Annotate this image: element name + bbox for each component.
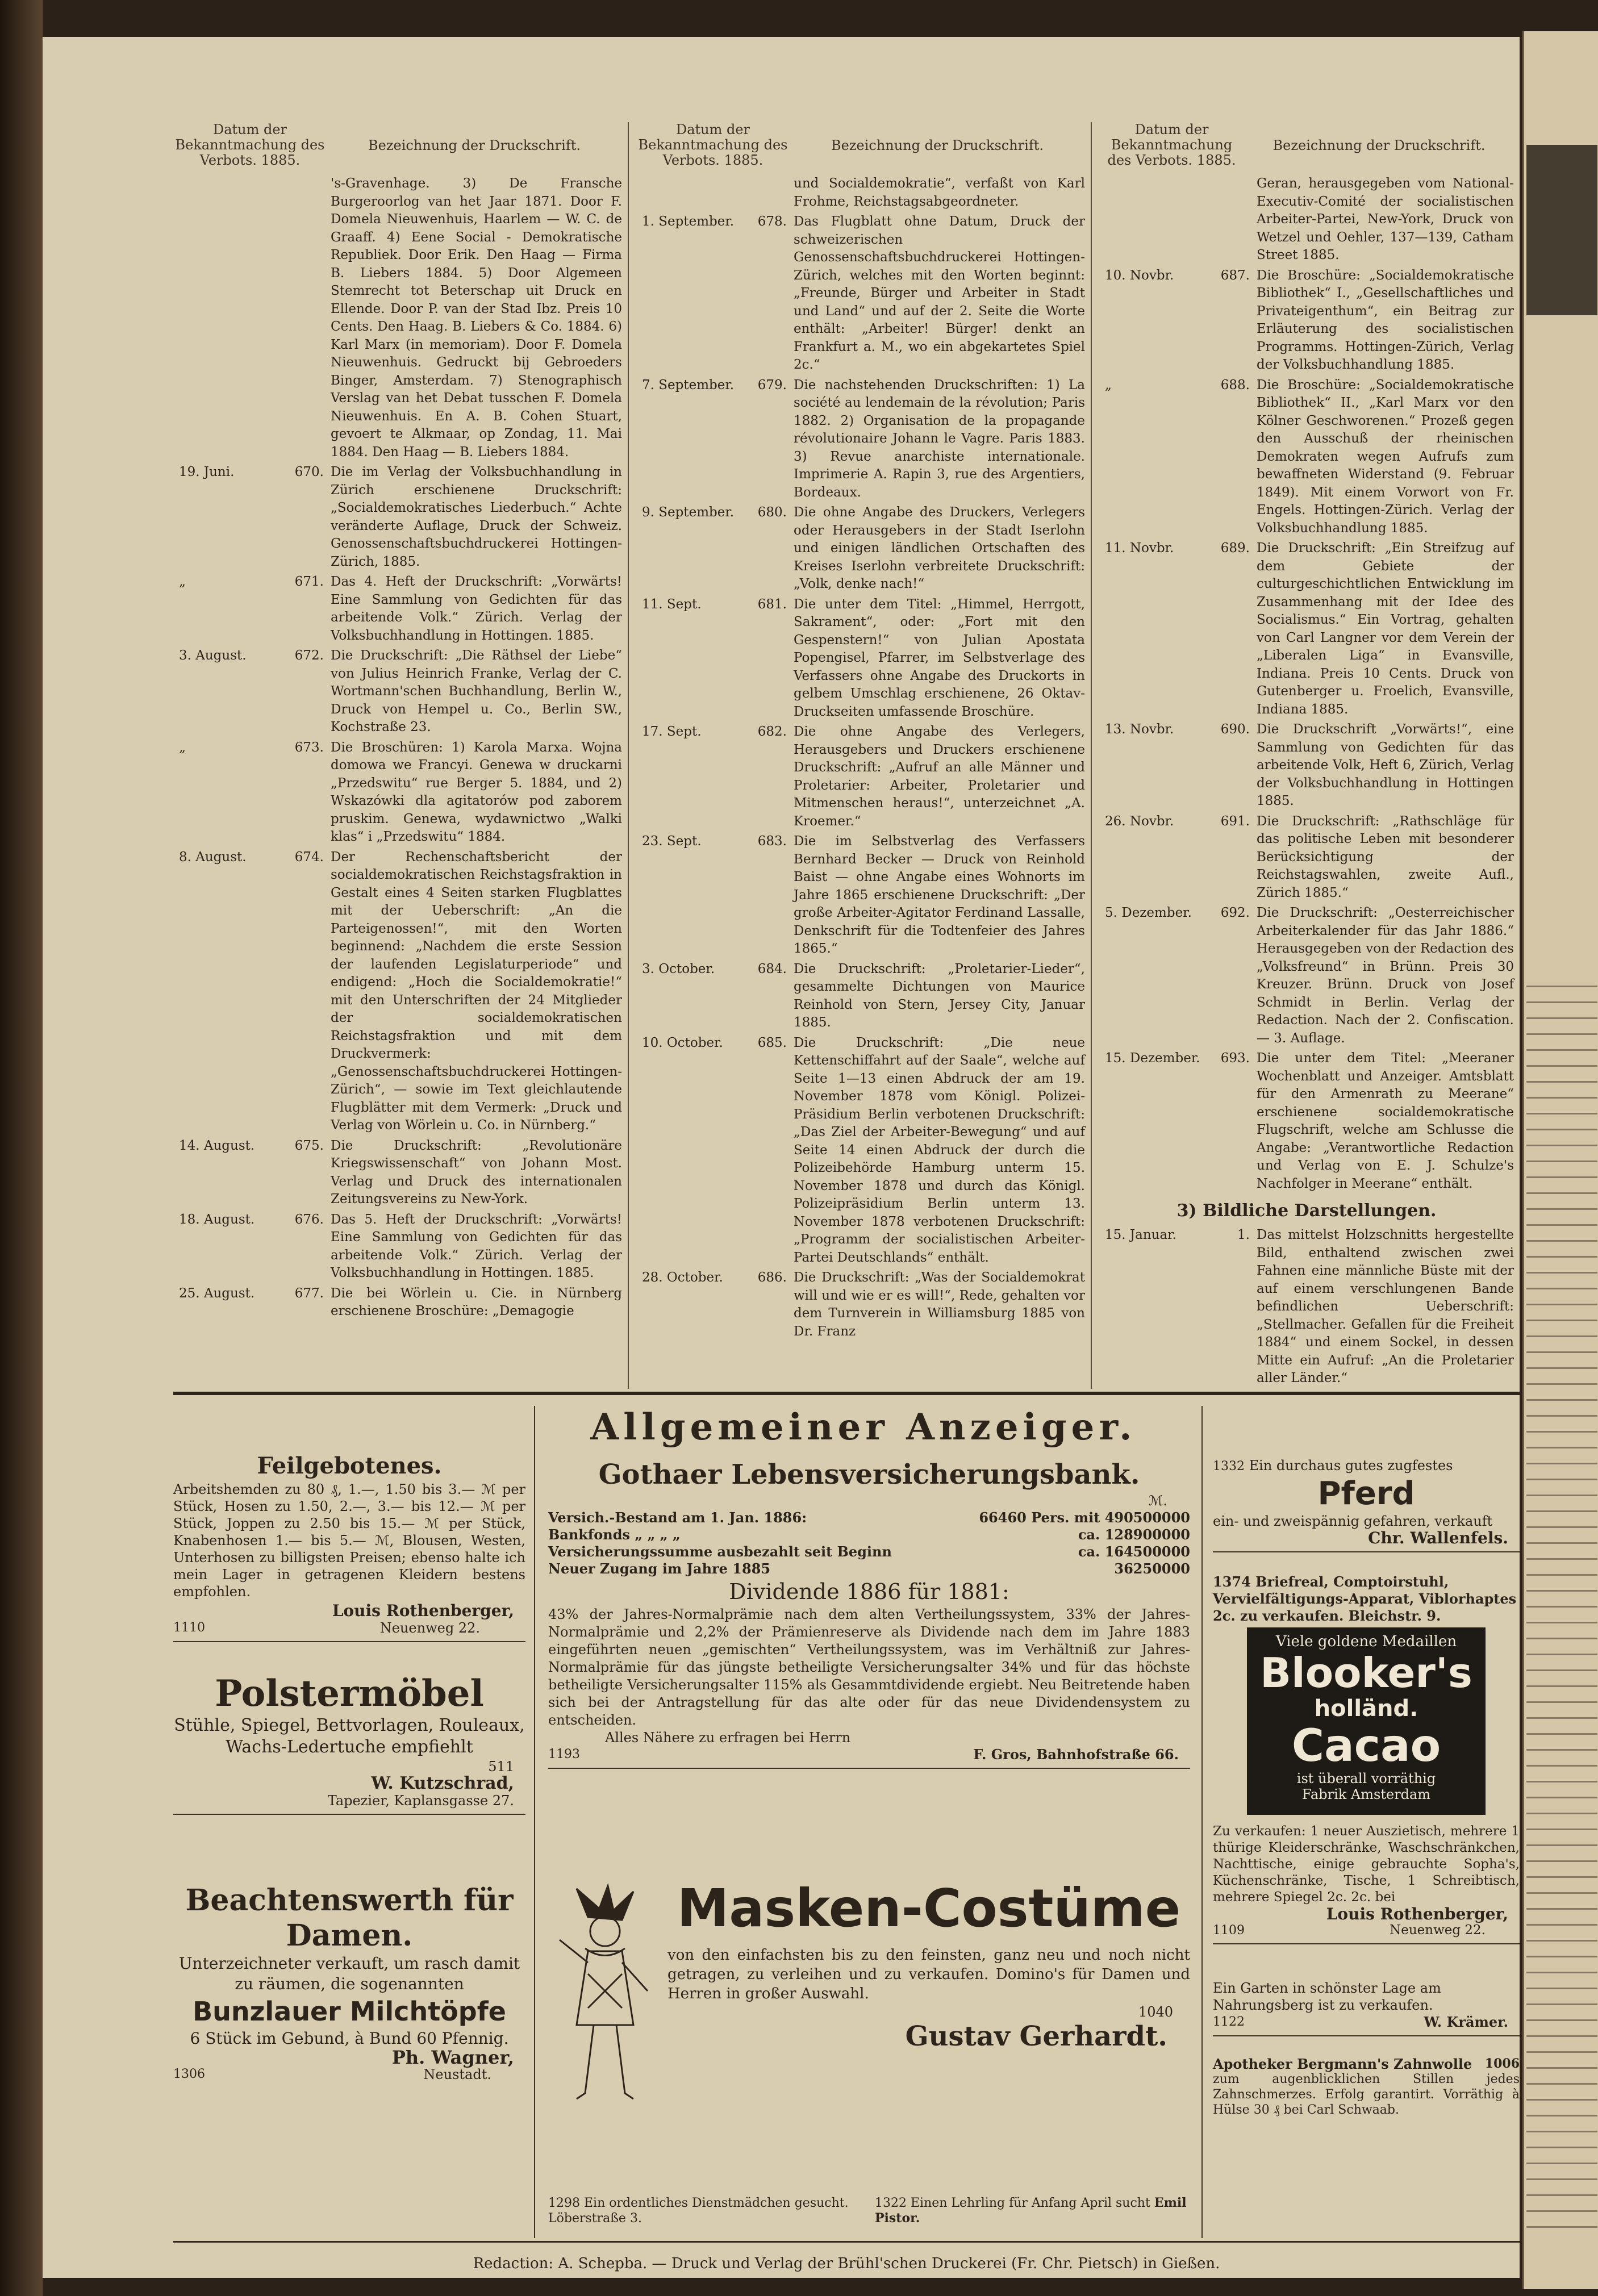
entry-text: Die Druckschrift „Vorwärts!“, eine Sammlung von Gedichten für das arbeitende Volk, Heft 6, Zürich, Verlag der Volksbuchhandlung in Hottingen 1885. <box>1257 722 1514 808</box>
ad-body: Unterzeichneter verkauft, um rasch damit zu räumen, die sogenannten <box>178 1954 520 1993</box>
entry <box>636 213 1085 374</box>
ad-details: 6 Stück im Gebund, à Bund 60 Pfennig. <box>190 2029 509 2048</box>
entry <box>636 833 1085 958</box>
entry-date: 15. Januar. <box>1105 1228 1176 1242</box>
entry-text: Die Broschüren: 1) Karola Marxa. Wojna domowa we Francyi. Genewa w druckarni „Przedswitu“ rue Berger 5. 1884, und 2) Wskazówki dla agitatorów pod zaborem pruskim. Genewa, wydawnictwo „Walki klas“ i „Przedswitu“ 1884. <box>331 740 622 844</box>
jester-illustration-icon <box>554 1883 656 2105</box>
gotha-row <box>548 1509 1190 1526</box>
ad-pferd <box>1213 1457 1520 1557</box>
entry-date: „ <box>1105 377 1112 393</box>
entry-number: 678. <box>757 214 787 229</box>
entry-number: 676. <box>294 1212 324 1227</box>
ad-divider <box>1201 1406 1203 2238</box>
ad-body: zum augenblicklichen Stillen jedes Zahnschmerzes. Erfolg garantirt. Vorräthig à Hülse 30 ₰ bei Carl Schwaab. <box>1213 2072 1520 2117</box>
ad-body: ein- und zweispännig gefahren, verkauft <box>1213 1513 1493 1529</box>
facing-page-masthead-icon <box>1526 145 1597 315</box>
availability-line: ist überall vorräthig <box>1296 1771 1436 1786</box>
entry-date: 19. Juni. <box>179 465 235 479</box>
gotha-row-label: Bankfonds „ „ „ „ <box>548 1526 681 1543</box>
ad-product: Bunzlauer Milchtöpfe <box>193 1996 506 2027</box>
ad-lehrling <box>875 2195 1190 2226</box>
gotha-row <box>548 1526 1190 1543</box>
header-description: Bezeichnung der Druckschrift. <box>368 137 581 153</box>
dividend-title: Dividende 1886 für 1881: <box>729 1579 1009 1604</box>
ad-signer: Chr. Wallenfels. <box>1368 1529 1508 1547</box>
ad-body: von den einfachsten bis zu den feinsten, ganz neu und noch nicht getragen, zu verleihen und zu verkaufen. Domino's für Damen und Herren in großer Auswahl. <box>667 1947 1190 2002</box>
entry <box>173 573 622 645</box>
ad-title: Polstermöbel <box>215 1672 484 1715</box>
bottom-rule <box>173 2241 1520 2243</box>
ad-body: Briefreal, Comptoirstuhl, Vervielfältigungs-Apparat, Viblorhaptes 2c. zu verkaufen. Bleichstr. 9. <box>1213 1573 1517 1624</box>
facing-page-text-lines-icon <box>1526 986 1597 2235</box>
ad-damen <box>173 1883 525 2083</box>
entry-text: Das mittelst Holzschnitts hergestellte Bild, enthaltend zwischen zwei Fahnen eine männliche Büste mit der auf einem verschlungenen Bande befindlichen Ueberschrift: „Stellmacher. Gefallen für die Freiheit 1884“ und einem Sockel, in dessen Mitte ein Aufruf: „An die Proletarier aller Länder.“ <box>1257 1228 1514 1385</box>
ad-signer: Louis Rothenberger, <box>332 1601 514 1620</box>
blooker-cacao-ad <box>1247 1627 1486 1815</box>
entry-text: Die Broschüre: „Socialdemokratische Bibliothek“ II., „Karl Marx vor den Kölner Geschworenen.“ Prozeß gegen den Ausschuß der rheinischen Demokraten wegen Aufrufs zum bewaffneten Widerstand (9. Februar 1849). Mit einem Vorwort von Fr. Engels. Hottingen-Zürich. Verlag der Volksbuchhandlung 1885. <box>1257 377 1514 536</box>
entry-date: 15. Dezember. <box>1105 1051 1200 1066</box>
entry-text: Die Druckschrift: „Die neue Kettenschiffahrt auf der Saale“, welche auf Seite 1—13 einen Abdruck der am 19. November 1878 vom Königl. Polizei-Präsidium Berlin verbotenen Druckschrift: „Das Ziel der Arbeiter-Bewegung“ und auf Seite 14 einen Abdruck der durch die Polizeibehörde Hamburg unterm 15. November 1878 und durch das Königl. Polizeipräsidium Berlin unterm 13. November 1878 verbotenen Druckschrift: „Programm der socialistischen Arbeiter-Partei Deutschlands“ enthält. <box>794 1035 1085 1265</box>
ad-address: Neuenweg 22. <box>379 1620 480 1636</box>
gotha-row-label: Neuer Zugang im Jahre 1885 <box>548 1560 771 1577</box>
entry-text: und Socialdemokratie“, verfaßt von Karl Frohme, Reichstagsabgeordneter. <box>794 176 1085 209</box>
entry-text: Die unter dem Titel: „Meeraner Wochenblatt und Anzeiger. Amtsblatt für den Armenrath zu Meerane“ erschienene socialdemokratische Flugschrift, welche am Schlusse die Angabe: „Verantwortliche Redaction und Verlag von E. J. Schulze's Nachfolger in Meerane“ enthält. <box>1257 1051 1514 1191</box>
entry <box>636 1269 1085 1341</box>
currency-unit: ℳ. <box>1148 1493 1167 1509</box>
entry-text: Die unter dem Titel: „Himmel, Herrgott, Sakrament“, oder: „Fort mit den Gespenstern!“ von Julian Apostata Popengisel, Pfarrer, im Selbstverlage des Verfassers ohne Angabe des Druckorts in gelbem Umschlag erschienene, 26 Oktav-Druckseiten umfassende Broschüre. <box>794 596 1085 719</box>
ad-briefreal <box>1213 1573 1520 1625</box>
entry-date: 11. Sept. <box>642 596 702 612</box>
entry-number: 681. <box>757 596 787 612</box>
entry <box>173 849 622 1135</box>
ad-feilgebotenes <box>173 1451 525 1647</box>
factory-line: Fabrik Amsterdam <box>1301 1786 1431 1802</box>
entry-text: Die ohne Angabe des Druckers, Verlegers oder Herausgebers in der Stadt Iserlohn und einigen ländlichen Ortschaften des Kreises Iserlohn verbreitete Druckschrift: „Volk, denke nach!“ <box>794 505 1085 591</box>
column-divider <box>1091 122 1092 1389</box>
entry <box>636 596 1085 721</box>
entry-date: 3. August. <box>179 648 247 663</box>
entry-date: 28. October. <box>642 1270 723 1285</box>
entry-text: Die Druckschrift: „Rathschläge für das politische Leben mit besonderer Berücksichtigung der Reichstagswahlen, zweite Aufl., Zürich 1885.“ <box>1257 813 1514 900</box>
entry-text: 's-Gravenhage. 3) De Fransche Burgeroorlog van het Jaar 1871. Door F. Domela Nieuwenhuis, Haarlem — W. C. de Graaff. 4) Eene Social - Demokratische Republiek. Door Erik. Den Haag — Firma B. Liebers 1884. 5) Door Algemeen Stemrecht tot Beterschap uit Druck en Ellende. Door P. van der Stad Ibz. Preis 10 Cents. Den Haag. B. Liebers & Co. 1884. 6) Karl Marx (in memoriam). Door F. Domela Nieuwenhuis. Gedruckt bij Gebroeders Binger, Amsterdam. 7) Stenographisch Verslag van het Debat tusschen F. Domela Nieuwenhuis. En A. B. Cohen Stuart, gevoert te Alkmaar, op Zondag, 11. Mai 1884. Den Haag — B. Liebers 1884. <box>331 176 622 460</box>
gotha-row <box>548 1560 1190 1577</box>
entry <box>1099 175 1514 265</box>
newspaper-page <box>43 37 1520 2278</box>
entry <box>1099 1226 1514 1388</box>
entry <box>636 723 1085 830</box>
ad-gotha <box>548 1457 1190 1773</box>
entry <box>1099 267 1514 374</box>
ad-signer: Gustav Gerhardt. <box>905 2021 1167 2052</box>
entry <box>1099 540 1514 719</box>
entry <box>173 647 622 737</box>
entry-date <box>173 175 284 461</box>
header-date: Datum der Bekanntmachung des Verbots. 1885. <box>1107 122 1236 168</box>
gotha-row-value: 66460 Pers. mit 490500000 <box>979 1509 1190 1526</box>
entry-date: 8. August. <box>179 849 247 865</box>
entry-number: 686. <box>757 1270 787 1285</box>
entry-number: 691. <box>1220 813 1250 829</box>
header-description: Bezeichnung der Druckschrift. <box>831 137 1044 153</box>
entry-number: 688. <box>1220 377 1250 393</box>
entry-date <box>636 175 747 211</box>
ad-address: Neuenweg 22. <box>1390 1923 1486 1938</box>
ad-number: 1374 <box>1213 1573 1251 1590</box>
ad-signer: Louis Rothenberger, <box>1326 1905 1508 1923</box>
entry-date: 18. August. <box>179 1212 255 1227</box>
ad-divider-line <box>1213 1943 1520 1944</box>
entry-text: Die ohne Angabe des Verlegers, Herausgebers und Druckers erschienene Druckschrift: „Aufruf an alle Männer und Proletarier: Arbeiter, Proletarier und Mitmenschen heraus!“, unterzeichnet „A. Kroemer.“ <box>794 724 1085 829</box>
brand-sub: holländ. <box>1314 1696 1418 1722</box>
entry-date: 7. September. <box>642 377 735 393</box>
entry-text: Die Broschüre: „Socialdemokratische Bibliothek“ I., „Gesellschaftliches und Privateigenthum“, ein Beitrag zur Erläuterung des socialistischen Programms. Hottingen-Zürich, Verlag der Volksbuchhandlung 1885. <box>1257 268 1514 372</box>
entry-date: 13. Novbr. <box>1105 722 1174 737</box>
ad-divider-line <box>173 1641 525 1642</box>
ad-number: 1322 <box>875 2196 907 2210</box>
gotha-row-label: Versich.-Bestand am 1. Jan. 1886: <box>548 1509 807 1526</box>
header-date: Datum der Bekanntmachung des Verbots. 1885. <box>638 122 788 168</box>
ad-number: 1306 <box>173 2067 205 2081</box>
ad-dienstmaedchen <box>548 2195 866 2226</box>
entry-date: 1. September. <box>642 214 735 229</box>
ad-polstermoebel <box>173 1673 525 1819</box>
medals-line: Viele goldene Medaillen <box>1275 1633 1457 1650</box>
ad-signer: F. Gros, Bahnhofstraße 66. <box>973 1746 1179 1763</box>
entry-date: 11. Novbr. <box>1105 541 1174 556</box>
entry-number: 683. <box>757 834 787 849</box>
entry-text: Die Druckschrift: „Was der Socialdemokrat will und wie er es will!“, Rede, gehalten vor dem Turnverein in Williamsburg 1885 von Dr. Franz <box>794 1270 1085 1339</box>
ad-body: Ein Garten in schönster Lage am Nahrungsberg ist zu verkaufen. <box>1213 1980 1441 2013</box>
entry-date: „ <box>179 740 186 755</box>
ad-signer: W. Krämer. <box>1424 2014 1508 2030</box>
column-2 <box>636 122 1085 1343</box>
entry <box>636 1034 1085 1267</box>
dividend-text: 43% der Jahres-Normalprämie nach dem alten Vertheilungssystem, 33% der Jahres-Normalprämie und 2,2% der Prämienreserve als Dividende nach dem im Jahre 1883 eingeführten neuen „gemischten“ Vertheilungssystem, was im Verhältniß zur Jahres-Normalprämie für das jüngste betheiligte Versicherungsalter 34% und für das höchste betheiligte Versicherungsalter 115% als Gesammtdividende ergiebt. Neu Beitretende haben sich bei der Antragstellung für das alte oder für das neue Dividendensystem zu entscheiden. <box>548 1606 1190 1728</box>
ad-number: 1040 <box>1138 2004 1173 2020</box>
entry-date: 25. August. <box>179 1285 255 1301</box>
gotha-row-value: 36250000 <box>1114 1560 1190 1577</box>
entry <box>173 1211 622 1283</box>
entry-number: 670. <box>294 465 324 479</box>
entry-text: Das 5. Heft der Druckschrift: „Vorwärts! Eine Sammlung von Gedichten für das arbeitende Volk.“ Zürich. Verlag der Volksbuchhandlung in Hottingen. 1885. <box>331 1212 622 1280</box>
entry-text: Geran, herausgegeben vom National-Executiv-Comité der socialistischen Arbeiter-Partei, New-York, Druck von Wetzel und Oehler, 137—139, Catham Street 1885. <box>1257 176 1514 262</box>
gotha-row-label: Versicherungssumme ausbezahlt seit Beginn <box>548 1543 892 1560</box>
entry-text: Der Rechenschaftsbericht der socialdemokratischen Reichstagsfraktion in Gestalt eines 4 Seiten starken Flugblattes mit der Ueberschrift: „An die Parteigenossen!“, mit den Worten beginnend: „Nachdem die erste Session der laufenden Legislaturperiode“ und endigend: „Hoch die Socialdemokratie!“ mit den Unterschriften der 24 Mitglieder der socialdemokratischen Reichstagsfraktion und mit dem Druckvermerk: „Genossenschaftsbuchdruckerei Hottingen-Zürich“, — sowie im Text gleichlautende Flugblätter mit dem Vermerk: „Druck und Verlag von Wörlein u. Co. in Nürnberg.“ <box>331 849 622 1133</box>
ad-title: Beachtenswerth für Damen. <box>185 1883 514 1953</box>
entry <box>1099 904 1514 1047</box>
entry-date: 17. Sept. <box>642 724 702 739</box>
entry-date <box>1099 175 1210 265</box>
column-1 <box>173 122 622 1323</box>
ad-address: Tapezier, Kaplansgasse 27. <box>327 1793 514 1809</box>
entry-date: 9. September. <box>642 505 735 520</box>
entry-date: 23. Sept. <box>642 834 702 849</box>
entry-date: 14. August. <box>179 1138 255 1153</box>
header-description: Bezeichnung der Druckschrift. <box>1272 137 1486 153</box>
entry <box>1099 377 1514 538</box>
anzeiger-title: Allgemeiner Anzeiger. <box>590 1406 1137 1448</box>
ad-number: 1006 <box>1484 2056 1520 2071</box>
product-name: Cacao <box>1291 1721 1441 1772</box>
entry-text: Das 4. Heft der Druckschrift: „Vorwärts! Eine Sammlung von Gedichten für das arbeitende Volk.“ Zürich. Verlag der Volksbuchhandlung in Hottingen. 1885. <box>331 574 622 643</box>
entry <box>173 464 622 571</box>
entry-number: 677. <box>294 1285 324 1301</box>
entry <box>173 739 622 846</box>
book-spine <box>0 0 43 2296</box>
gotha-row-value: ca. 164500000 <box>1078 1543 1190 1560</box>
entry <box>636 504 1085 594</box>
column-header <box>173 122 622 168</box>
ad-garten <box>1213 1980 1520 2041</box>
ad-divider-line <box>1213 1551 1520 1552</box>
entry <box>636 961 1085 1032</box>
ad-masken <box>667 1877 1190 2052</box>
header-date: Datum der Bekanntmachung des Verbots. 1885. <box>175 122 325 168</box>
entry-text: Die Druckschrift: „Die Räthsel der Liebe“ von Julius Heinrich Franke, Verlag der C. Wortmann'schen Buchhandlung, Berlin W., Druck von Hempel u. Co., Berlin SW., Kochstraße 23. <box>331 648 622 734</box>
ad-number: 511 <box>488 1759 514 1775</box>
entry-text: Die Druckschrift: „Oesterreichischer Arbeiterkalender für das Jahr 1886.“ Herausgegeben von der Redaction des „Volksfreund“ in Brünn. Preis 30 Kreuzer. Brünn. Druck von Josef Schmidt in Berlin. Verlag der Redaction. Nach der 2. Confiscation. — 3. Auflage. <box>1257 905 1514 1046</box>
entry-number <box>747 175 794 211</box>
ad-body: Stühle, Spiegel, Bettvorlagen, Rouleaux, Wachs-Ledertuche empfiehlt <box>174 1715 525 1757</box>
entry-number: 690. <box>1220 722 1250 737</box>
entry-text: Die nachstehenden Druckschriften: 1) La société au lendemain de la révolution; Paris 1882. 2) Organisation de la propagande révolutionaire Johann le Vagre. Paris 1883. 3) Revue anarchiste internationale. Imprimerie A. Rapin 3, rue des Argentiers, Bordeaux. <box>794 377 1085 500</box>
entry-number: 674. <box>294 849 324 865</box>
ad-number: 1193 <box>548 1747 580 1761</box>
entry-number: 671. <box>294 574 324 589</box>
top-rule <box>173 1392 1520 1395</box>
entry-number: 687. <box>1220 268 1250 283</box>
gotha-row-value: ca. 128900000 <box>1078 1526 1190 1543</box>
ad-moebel <box>1213 1823 1520 1949</box>
column-3 <box>1099 122 1514 1390</box>
entry-number: 679. <box>757 377 787 393</box>
entry-number: 675. <box>294 1138 324 1153</box>
entry-number: 1. <box>1237 1228 1250 1242</box>
entry-text: Die im Selbstverlag des Verfassers Bernhard Becker — Druck von Reinhold Baist — ohne Angabe eines Wohnorts im Jahre 1865 erschienene Druckschrift: „Der große Arbeiter-Agitator Ferdinand Lassalle, Denkschrift für die Todtenfeier des Jahres 1865.“ <box>794 834 1085 956</box>
entry-number: 682. <box>757 724 787 739</box>
ad-number: 1110 <box>173 1621 205 1635</box>
entry-number <box>284 175 331 461</box>
ad-number: 1332 <box>1213 1459 1245 1473</box>
entry <box>636 175 1085 211</box>
entry-date: „ <box>179 574 186 589</box>
ad-title: Gothaer Lebensversicherungsbank. <box>598 1459 1140 1491</box>
entry-text: Die bei Wörlein u. Cie. in Nürnberg erschienene Broschüre: „Demagogie <box>331 1285 622 1318</box>
entry <box>1099 813 1514 903</box>
entry-date: 3. October. <box>642 961 715 976</box>
ad-body: Einen Lehrling für Anfang April sucht <box>911 2196 1150 2210</box>
entry <box>636 377 1085 502</box>
entry-number: 684. <box>757 961 787 976</box>
entries <box>1099 175 1514 1388</box>
entry-text: Das Flugblatt ohne Datum, Druck der schweizerischen Genossenschaftsbuchdruckerei Hottingen-Zürich, welches mit den Worten beginnt: „Freunde, Bürger und Arbeiter in Stadt und Land“ und auf der 2. Seite die Worte enthält: „Arbeiter! Bürger! denkt an Frankfurt a. M., wo ein abgekartetes Spiel 2c.“ <box>794 214 1085 372</box>
ad-title: Apotheker Bergmann's Zahnwolle <box>1213 2056 1472 2072</box>
imprint-footer: Redaction: A. Schepba. — Druck und Verlag der Brühl'schen Druckerei (Fr. Chr. Pietsch) in Gießen. <box>473 2255 1220 2272</box>
entry-number: 672. <box>294 648 324 663</box>
ad-number: 1109 <box>1213 1923 1245 1938</box>
column-divider <box>628 122 629 1389</box>
column-header <box>1099 122 1514 168</box>
entry-date: 5. Dezember. <box>1105 905 1192 920</box>
ad-body: Ein ordentliches Dienstmädchen gesucht. Löberstraße 3. <box>548 2196 849 2226</box>
facing-page-edge <box>1522 31 1598 2289</box>
ad-title: Pferd <box>1317 1475 1415 1512</box>
ad-signer: Emil Pistor. <box>875 2195 1187 2226</box>
ad-address: Neustadt. <box>423 2067 491 2082</box>
column-header <box>636 122 1085 168</box>
entry-number <box>1210 175 1257 265</box>
entry-date: 10. Novbr. <box>1105 268 1174 283</box>
entry-number: 680. <box>757 505 787 520</box>
ad-zahnwolle <box>1213 2056 1520 2118</box>
entry <box>1099 1050 1514 1193</box>
entry <box>1099 721 1514 811</box>
entry-text: Die Druckschrift: „Revolutionäre Kriegswissenschaft“ von Johann Most. Verlag und Druck des internationalen Zeitungsvereins zu New-York. <box>331 1138 622 1207</box>
entry-text: Die Druckschrift: „Proletarier-Lieder“, gesammelte Dichtungen von Maurice Reinhold von Stern, Jersey City, Januar 1885. <box>794 961 1085 1030</box>
brand-name: Blooker's <box>1260 1649 1472 1697</box>
gotha-row <box>548 1543 1190 1560</box>
ad-divider-line <box>1213 2035 1520 2036</box>
gotha-contact: Alles Nähere zu erfragen bei Herrn <box>605 1730 851 1746</box>
entry-text: Die im Verlag der Volksbuchhandlung in Zürich erschienene Druckschrift: „Socialdemokratisches Liederbuch.“ Achte veränderte Auflage, Druck der Schweiz. Genossenschaftsbuchdruckerei Hottingen-Zürich, 1885. <box>331 465 622 569</box>
entry-date: 26. Novbr. <box>1105 813 1174 829</box>
section-heading: 3) Bildliche Darstellungen. <box>1176 1201 1437 1221</box>
entry-date: 10. October. <box>642 1035 723 1050</box>
entry-number: 673. <box>294 740 324 755</box>
entry <box>173 175 622 461</box>
ad-divider-line <box>548 1768 1190 1769</box>
ad-intro: Ein durchaus gutes zugfestes <box>1249 1458 1453 1473</box>
ad-signer: Ph. Wagner, <box>391 2047 514 2068</box>
ad-number: 1298 <box>548 2196 580 2210</box>
ad-signer: W. Kutzschrad, <box>371 1773 514 1793</box>
entry <box>173 1137 622 1209</box>
ad-number: 1122 <box>1213 2015 1245 2029</box>
entries <box>173 175 622 1321</box>
ad-body: Arbeitshemden zu 80 ₰, 1.—, 1.50 bis 3.— ℳ per Stück, Hosen zu 1.50, 2.—, 3.— bis 12.— ℳ per Stück, Joppen zu 2.50 bis 15.— ℳ per Stück, Knabenhosen 1.— bis 5.— ℳ, Blousen, Westen, Unterhosen zu billigsten Preisen; ebenso halte ich mein Lager in getragenen Kleidern bestens empfohlen. <box>173 1481 525 1600</box>
ad-divider <box>534 1406 535 2238</box>
ad-body: Zu verkaufen: 1 neuer Auszietisch, mehrere 1 thürige Kleiderschränke, Waschschränkchen, Nachttische, einige gebrauchte Sopha's, Küchenschränke, Tische, 1 Schreibtisch, mehrere Spiegel 2c. 2c. bei <box>1213 1824 1520 1905</box>
entry-text: Die Druckschrift: „Ein Streifzug auf dem Gebiete der culturgeschichtlichen Entwicklung im Zusammenhang mit der Idee des Socialismus.“ Ein Vortrag, gehalten von Carl Langner vor dem Verein der „Liberalen Liga“ in Evansville, Indiana. Preis 10 Cents. Druck von Gutenberger u. Froelich, Evansville, Indiana 1885. <box>1257 541 1514 717</box>
entry-number: 689. <box>1220 541 1250 556</box>
ad-title: Feilgebotenes. <box>257 1452 442 1479</box>
entry-number: 693. <box>1220 1051 1250 1066</box>
entries <box>636 175 1085 1341</box>
ad-divider-line <box>173 1814 525 1815</box>
entry-number: 692. <box>1220 905 1250 920</box>
entry-number: 685. <box>757 1035 787 1050</box>
entry <box>173 1285 622 1321</box>
ad-title: Masken-Costüme <box>677 1878 1181 1939</box>
